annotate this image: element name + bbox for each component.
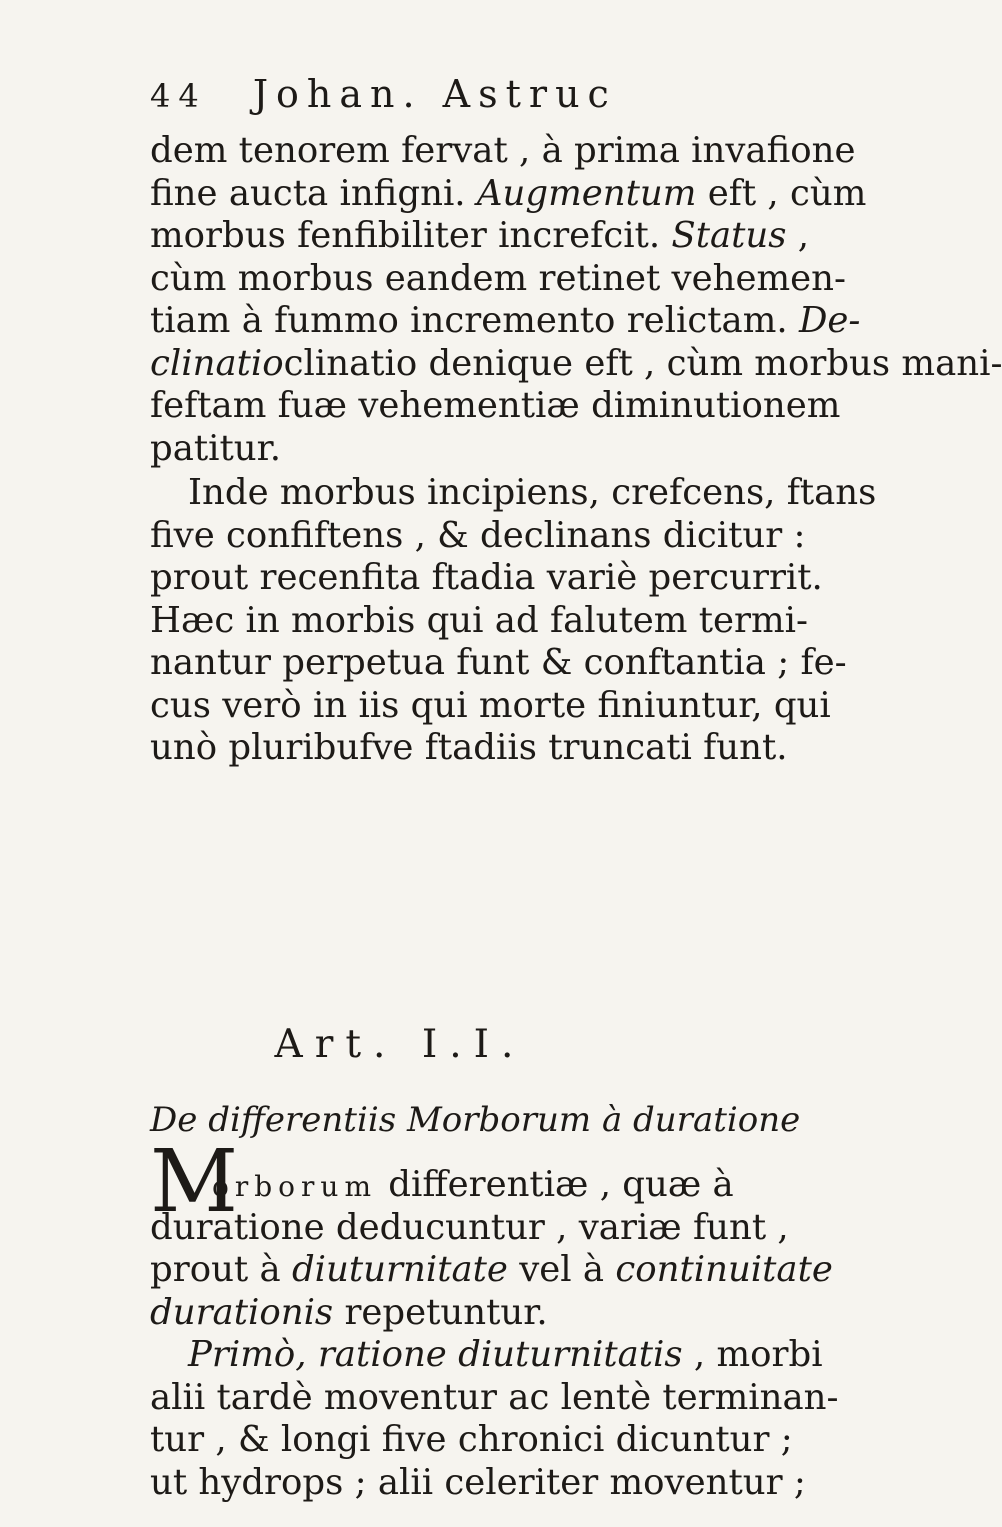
text-line: alii tardè moventur ac lentè terminan- <box>150 1376 839 1418</box>
text-line: dem tenorem fervat , à prima invafione <box>150 130 856 171</box>
text-line: prout recenfita ftadia variè percurrit. <box>150 557 823 598</box>
text-span: morbus fenfibiliter increfcit. <box>150 215 672 256</box>
paragraph-1 <box>150 130 1002 470</box>
text-line: nantur perpetua funt & conftantia ; fe- <box>150 642 847 683</box>
paragraph-3 <box>150 1164 839 1504</box>
term-diuturnitate: diuturnitate <box>291 1249 508 1290</box>
running-title: Johan. Astruc <box>252 72 617 116</box>
text-line: five confiftens , & declinans dicitur : <box>150 514 806 556</box>
text-line <box>150 300 861 343</box>
text-span: repetuntur. <box>344 1291 548 1333</box>
text-line <box>150 342 1002 386</box>
text-line <box>150 1164 780 1207</box>
running-header <box>150 72 617 116</box>
text-line <box>150 1249 833 1292</box>
text-line: ut hydrops ; alii celeriter moventur ; <box>150 1461 806 1503</box>
term-augmentum: Augmentum <box>476 172 697 214</box>
text-span: tiam à fummo incremento relictam. <box>150 300 799 341</box>
term-declinatio-end: clinatio <box>150 342 284 384</box>
text-line: patitur. <box>150 427 281 469</box>
text-line <box>150 215 810 258</box>
article-heading: Art. I.I. <box>274 1022 526 1067</box>
text-span: , morbi <box>682 1334 823 1375</box>
text-line <box>150 1292 780 1335</box>
text-span: vel à <box>507 1249 616 1290</box>
article-title: De differentiis Morborum à duratione <box>150 1100 801 1140</box>
paragraph-2 <box>150 472 877 770</box>
text-line: cùm morbus eandem retinet vehemen- <box>150 257 846 299</box>
term-durationis: durationis <box>150 1291 334 1333</box>
first-word-smallcaps: orborum <box>212 1170 377 1203</box>
text-line: unò pluribufve ftadiis truncati funt. <box>150 727 788 768</box>
text-line: Hæc in morbis qui ad falutem termi- <box>150 599 808 641</box>
text-span: fine aucta infigni. <box>150 172 477 214</box>
text-line: Inde morbus incipiens, crefcens, ftans <box>188 472 877 513</box>
text-span: differentiæ , quæ à <box>377 1164 734 1205</box>
text-line: cus verò in iis qui morte finiuntur, qui <box>150 684 831 726</box>
term-declinatio-start: De- <box>798 300 861 341</box>
text-span: prout à <box>150 1249 292 1290</box>
text-span: clinatio denique eft , cùm morbus mani- <box>283 342 1002 384</box>
term-continuitate: continuitate <box>615 1249 833 1290</box>
text-line <box>150 1334 823 1377</box>
lead-primo: Primò, ratione diuturnitatis <box>188 1334 683 1375</box>
text-span: , <box>786 215 810 256</box>
drop-cap: M <box>150 1132 239 1232</box>
text-line <box>150 172 867 216</box>
text-span: eft , cùm <box>696 172 867 214</box>
text-line: feftam fuæ vehementiæ diminutionem <box>150 385 841 426</box>
text-line: tur , & longi five chronici dicuntur ; <box>150 1419 793 1460</box>
page-number: 44 <box>150 77 207 115</box>
text-line: duratione deducuntur , variæ funt , <box>150 1206 789 1248</box>
term-status: Status <box>671 215 787 256</box>
